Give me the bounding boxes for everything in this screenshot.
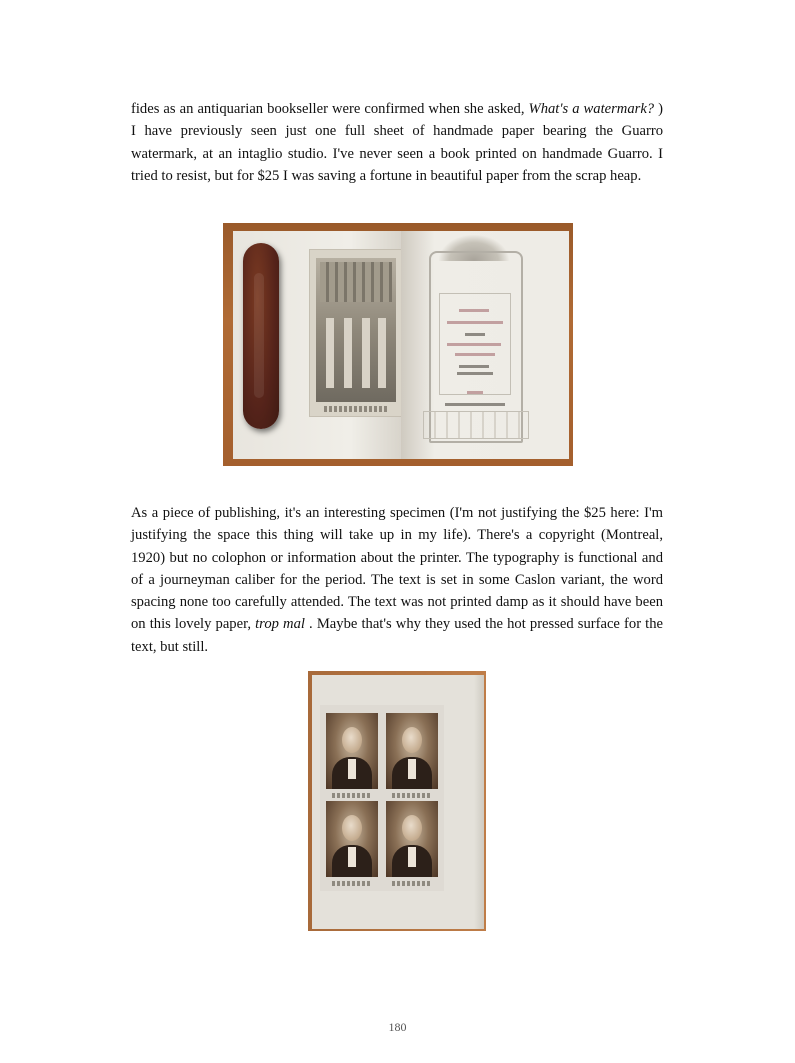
portrait-head (342, 727, 362, 753)
portrait-caption-mark (392, 793, 432, 798)
paragraph-2-text-b: . Maybe that's why they used the hot pressed surface for the text, but still. (131, 616, 664, 655)
portrait-shirt (348, 759, 356, 779)
title-print-mark (465, 333, 485, 336)
title-print-mark (447, 321, 503, 324)
portrait-plate-photo (308, 671, 486, 931)
portrait-caption-mark (332, 793, 372, 798)
paragraph-1-italic-a: What's a watermark? (528, 101, 655, 117)
paragraph-2-text-a: As a piece of publishing, it's an interesting specimen (I'm not justifying the $25 here: I'm justifying the space this thing will take up in my life). There's a copyright (Montreal, 1920) but no colophon or information about the printer. The typography is functional and of a journeyman caliber for the period. The text is set in some Caslon variant, the word spacing none too carefully attended. The text was not printed damp as it should have been on this lovely paper, (131, 505, 663, 633)
engraving-caption-mark (324, 406, 388, 412)
portrait (386, 713, 438, 789)
book-spread (233, 231, 569, 459)
open-book-photo (223, 223, 573, 466)
paragraph-1-text-a: fides as an antiquarian bookseller were confirmed when she asked, (131, 101, 529, 117)
portrait-page (312, 675, 484, 929)
portrait-head (402, 815, 422, 841)
portrait (326, 801, 378, 877)
building-facade (320, 262, 392, 302)
portrait-head (342, 815, 362, 841)
book-weight (243, 243, 279, 429)
portrait-caption-mark (392, 881, 432, 886)
portrait-head (402, 727, 422, 753)
column (326, 318, 334, 388)
title-print-mark (445, 403, 505, 406)
portrait-shirt (348, 847, 356, 867)
portrait-card (320, 705, 444, 891)
column (378, 318, 386, 388)
title-print-mark (455, 353, 495, 356)
paragraph-1 (131, 98, 663, 187)
title-print-mark (459, 309, 489, 312)
title-print-mark (467, 391, 483, 394)
paragraph-1-text-b: ) I have previously seen just one full sheet of handmade paper bearing the Guarro watermark, at an intaglio studio. I've never seen a book printed on handmade Guarro. I tried to resist, but for $25 I was saving a fortune in beautiful paper from the scrap heap. (131, 101, 664, 184)
ornamental-base (423, 411, 529, 439)
building-engraving (316, 258, 396, 402)
portrait-shirt (408, 759, 416, 779)
title-page (401, 231, 569, 459)
page-number: 180 (388, 1020, 407, 1034)
portrait-caption-mark (332, 881, 372, 886)
portrait (326, 713, 378, 789)
paragraph-2 (131, 502, 663, 658)
paragraph-2-italic-a: trop mal (255, 616, 305, 633)
title-print-mark (447, 343, 501, 346)
portrait (386, 801, 438, 877)
portrait-shirt (408, 847, 416, 867)
column (362, 318, 370, 388)
title-print-mark (457, 372, 493, 375)
column (344, 318, 352, 388)
title-print-mark (459, 365, 489, 368)
building-engraving-plate (309, 249, 403, 417)
